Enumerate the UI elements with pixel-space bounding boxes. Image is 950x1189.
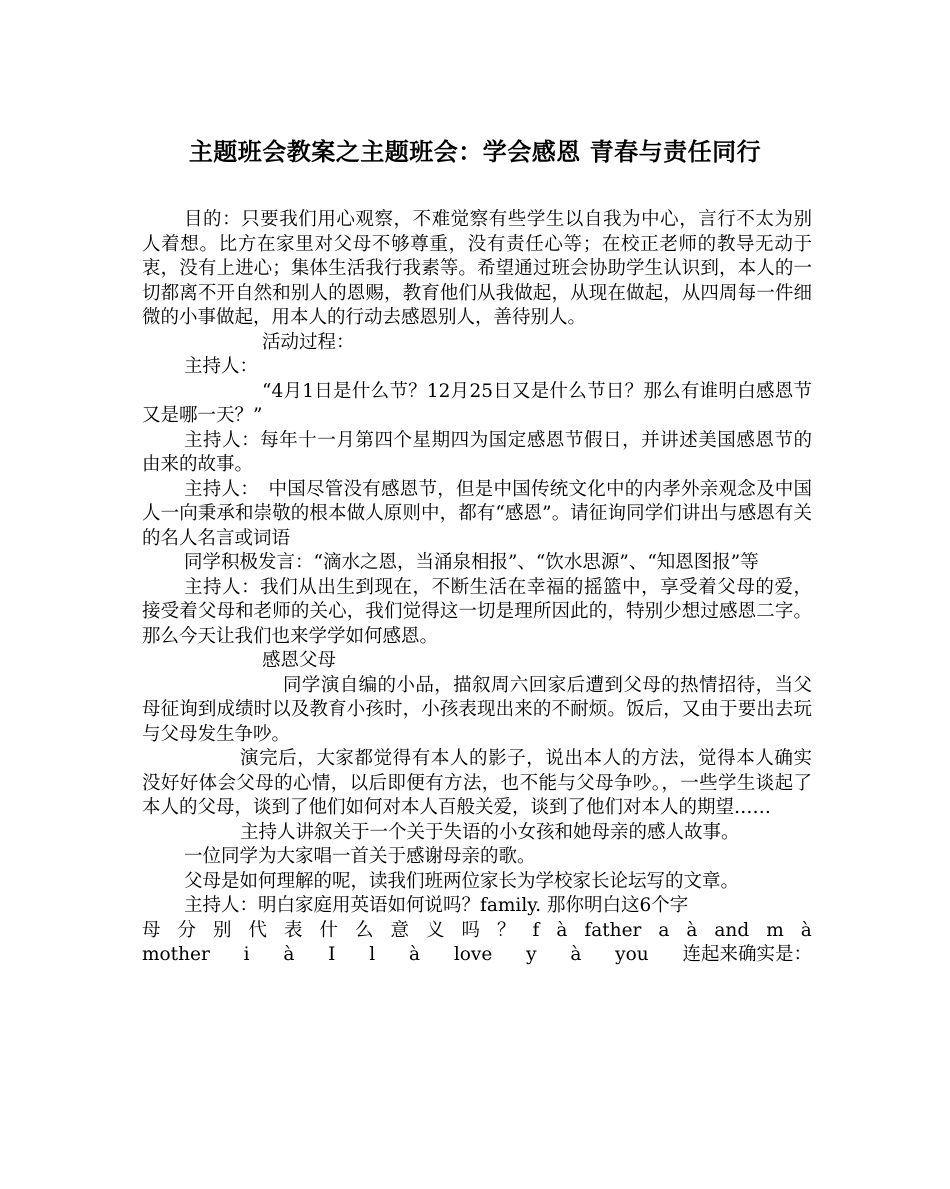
spread-token: 意: [390, 919, 410, 941]
paragraph-skit: 同学演自编的小品，描叙周六回家后遭到父母的热情招待，当父母征询到成绩时以及教育小孩时，小孩表现出来的不耐烦。饭后，又由于要出去玩与父母发生争吵。: [142, 674, 812, 745]
spread-token: 代: [248, 919, 268, 941]
paragraph-host-story: 主持人讲叙关于一个关于失语的小女孩和她母亲的感人故事。: [240, 821, 740, 843]
spread-token: i: [243, 944, 250, 965]
paragraph-song: 一位同学为大家唱一首关于感谢母亲的歌。: [184, 846, 536, 867]
spread-token: 么: [355, 919, 374, 941]
spread-token: 什: [319, 919, 339, 941]
spread-token: father: [584, 919, 642, 941]
spread-token: 吗: [461, 919, 481, 941]
paragraph-host-question: “4月1日是什么节？12月25日又是什么节日？那么有谁明白感恩节又是哪一天？”: [142, 380, 812, 426]
paragraph-host-2: 主持人：每年十一月第四个星期四为国定感恩节假日，并讲述美国感恩节的由来的故事。: [142, 429, 812, 475]
spread-token: ？: [497, 919, 516, 941]
spread-token: à: [283, 944, 295, 965]
paragraph-family-intro: 主持人：明白家庭用英语如何说吗？family. 那你明白这6个字: [184, 895, 689, 916]
spread-token: à: [686, 919, 698, 941]
spread-token: à: [800, 919, 812, 941]
paragraph-activity-process: 活动过程：: [262, 331, 355, 353]
spread-token: y: [526, 944, 537, 965]
paragraph-students-speak: 同学积极发言：“滴水之恩，当涌泉相报”、“饮水思源”、“知恩图报”等: [184, 552, 759, 573]
spread-token: 分: [177, 919, 197, 941]
spread-token: mother: [142, 944, 210, 965]
spread-token: I: [328, 944, 336, 965]
spread-token: 义: [426, 919, 445, 941]
spread-token: 母: [142, 919, 161, 941]
family-letters-line-2: [142, 943, 812, 968]
paragraph-host-1: 主持人：: [184, 356, 259, 377]
spread-token: f: [532, 919, 540, 941]
spread-token: l: [369, 944, 376, 965]
spread-token: love: [453, 944, 493, 965]
spread-token: à: [556, 919, 568, 941]
spread-token: and: [714, 919, 750, 941]
paragraph-host-4: 主持人：我们从出生到现在，不断生活在幸福的摇篮中，享受着父母的爱，接受着父母和老师的关心，我们觉得这一切是理所因此的，特别少想过感恩二字。那么今天让我们也来学学如何感恩。: [142, 576, 812, 647]
paragraph-purpose: 目的：只要我们用心观察，不难觉察有些学生以自我为中心，言行不太为别人着想。比方在家里对父母不够尊重，没有责任心等；在校正老师的教导无动于衷，没有上进心；集体生活我行我素等。希望通过班会协助学生认识到，本人的一切都离不开自然和别人的恩赐，教育他们从我做起，从现在做起，从四周每一件细微的小事做起，用本人的行动去感恩别人，善待别人。: [142, 209, 812, 328]
spread-token: 别: [213, 919, 232, 941]
spread-token: à: [409, 944, 421, 965]
spread-token: m: [766, 919, 784, 941]
spread-token: à: [570, 944, 582, 965]
spread-token: you: [615, 944, 649, 965]
paragraph-host-3: 主持人： 中国尽管没有感恩节，但是中国传统文化中的内孝外亲观念及中国人一向秉承和崇敬的根本做人原则中，都有“感恩”。请征询同学们讲出与感恩有关的名人名言或词语: [142, 478, 812, 549]
family-letters-line-1: [142, 919, 812, 944]
spread-token: a: [658, 919, 670, 941]
document-body: [142, 208, 812, 968]
section-heading-gratitude-parents: 感恩父母: [262, 650, 337, 671]
paragraph-after-skit: 演完后，大家都觉得有本人的影子，说出本人的方法，觉得本人确实没好好体会父母的心情，以后即便有方法，也不能与父母争吵。，一些学生谈起了本人的父母，谈到了他们如何对本人百般关爱，谈到了他们对本人的期望……: [142, 748, 812, 818]
paragraph-parents-article: 父母是如何理解的呢，读我们班两位家长为学校家长论坛写的文章。: [184, 870, 740, 892]
document-title: 主题班会教案之主题班会：学会感恩 青春与责任同行: [188, 138, 762, 166]
spread-token: 连起来确实是：: [682, 944, 812, 965]
spread-token: 表: [284, 919, 303, 941]
